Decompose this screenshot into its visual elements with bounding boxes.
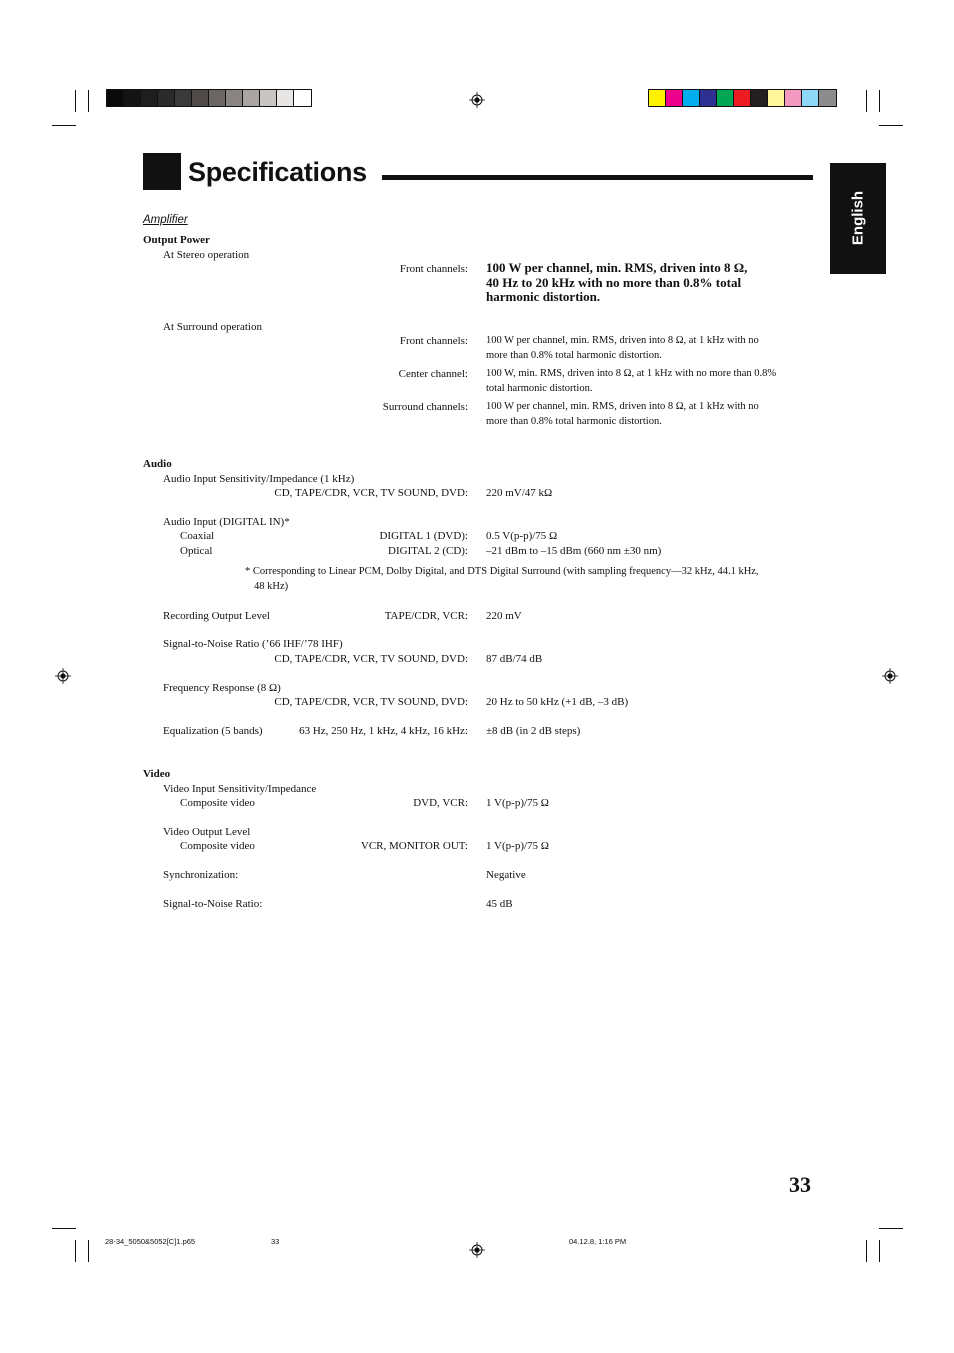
registration-mark-icon	[882, 668, 898, 684]
color-swatch	[717, 90, 734, 106]
spec-subtitle: Optical	[180, 545, 213, 557]
spec-label: TAPE/CDR, VCR:	[384, 610, 468, 622]
color-calibration-bar	[648, 89, 837, 107]
language-tab	[830, 163, 886, 274]
spec-subtitle: Composite video	[180, 840, 255, 852]
page-title: Specifications	[188, 157, 367, 187]
spec-title: Frequency Response (8 Ω)	[163, 682, 281, 694]
spec-value: 1 V(p-p)/75 Ω	[486, 840, 549, 852]
page-number: 33	[789, 1172, 811, 1197]
grayscale-calibration-bar	[106, 89, 312, 107]
gray-swatch	[294, 90, 311, 106]
spec-value: 100 W per channel, min. RMS, driven into 8 Ω, at 1 kHz with no more than 0.8% total harmonic distortion.	[486, 401, 759, 427]
spec-title: Audio Input Sensitivity/Impedance (1 kHz)	[163, 473, 355, 485]
spec-label: 63 Hz, 250 Hz, 1 kHz, 4 kHz, 16 kHz:	[299, 725, 468, 737]
registration-mark-icon	[469, 92, 485, 108]
spec-value: 220 mV	[486, 610, 522, 622]
spec-subtitle: Coaxial	[180, 530, 215, 542]
spec-value: 20 Hz to 50 kHz (+1 dB, –3 dB)	[486, 696, 629, 708]
color-swatch	[785, 90, 802, 106]
color-swatch	[768, 90, 785, 106]
language-tab-label: English	[849, 190, 867, 246]
color-swatch	[649, 90, 666, 106]
gray-swatch	[260, 90, 277, 106]
spec-title: Signal-to-Noise Ratio:	[163, 898, 263, 910]
color-swatch	[734, 90, 751, 106]
gray-swatch	[192, 90, 209, 106]
footer-page: 33	[271, 1237, 280, 1246]
color-swatch	[751, 90, 768, 106]
spec-subtitle: Composite video	[180, 797, 255, 809]
spec-value: 1 V(p-p)/75 Ω	[486, 797, 549, 809]
color-swatch	[666, 90, 683, 106]
spec-label: CD, TAPE/CDR, VCR, TV SOUND, DVD:	[274, 696, 468, 708]
spec-title: Equalization (5 bands)	[163, 725, 263, 737]
gray-swatch	[141, 90, 158, 106]
spec-label: VCR, MONITOR OUT:	[360, 840, 468, 852]
gray-swatch	[107, 90, 124, 106]
title-block	[143, 153, 181, 190]
gray-swatch	[158, 90, 175, 106]
spec-value: –21 dBm to –15 dBm (660 nm ±30 nm)	[486, 545, 662, 557]
spec-value: 220 mV/47 kΩ	[486, 487, 553, 499]
spec-value: Negative	[486, 869, 526, 881]
spec-title: Video Input Sensitivity/Impedance	[163, 783, 317, 795]
footer-date: 04.12.8, 1:16 PM	[569, 1237, 627, 1246]
spec-label: Front channels:	[399, 263, 468, 275]
spec-value: ±8 dB (in 2 dB steps)	[486, 725, 581, 737]
stereo-front-value: 100 W per channel, min. RMS, driven into 8 Ω, 40 Hz to 20 kHz with no more than 0.8% total harmonic distortion.	[486, 260, 748, 305]
footer-filename: 28-34_5050&5052[C]1.p65	[105, 1237, 196, 1246]
spec-label: DVD, VCR:	[413, 797, 468, 809]
gray-swatch	[226, 90, 243, 106]
spec-label: Center channel:	[398, 368, 468, 380]
spec-title: Recording Output Level	[163, 610, 270, 622]
gray-swatch	[124, 90, 141, 106]
section-heading-amplifier: Amplifier	[143, 214, 188, 226]
stereo-operation-label: At Stereo operation	[163, 249, 250, 261]
surround-operation-label: At Surround operation	[163, 321, 262, 333]
section-heading-video: Video	[143, 768, 171, 780]
output-power-heading: Output Power	[143, 234, 210, 246]
spec-label: CD, TAPE/CDR, VCR, TV SOUND, DVD:	[274, 653, 468, 665]
footnote: * Corresponding to Linear PCM, Dolby Digital, and DTS Digital Surround (with sampling frequency—32 kHz, 44.1 kHz, 48 kHz)	[245, 566, 759, 592]
spec-label: CD, TAPE/CDR, VCR, TV SOUND, DVD:	[274, 487, 468, 499]
spec-title: Synchronization:	[163, 869, 239, 881]
color-swatch	[819, 90, 836, 106]
spec-value: 100 W, min. RMS, driven into 8 Ω, at 1 kHz with no more than 0.8% total harmonic distortion.	[486, 368, 777, 394]
gray-swatch	[209, 90, 226, 106]
color-swatch	[683, 90, 700, 106]
spec-value: 0.5 V(p-p)/75 Ω	[486, 530, 558, 542]
spec-value: 100 W per channel, min. RMS, driven into 8 Ω, at 1 kHz with no more than 0.8% total harmonic distortion.	[486, 335, 759, 361]
spec-title: Audio Input (DIGITAL IN)*	[163, 516, 290, 528]
registration-mark-icon	[55, 668, 71, 684]
title-rule	[382, 175, 813, 180]
registration-mark-icon	[469, 1242, 485, 1258]
color-swatch	[802, 90, 819, 106]
gray-swatch	[175, 90, 192, 106]
gray-swatch	[243, 90, 260, 106]
section-heading-audio: Audio	[143, 458, 172, 470]
spec-title: Video Output Level	[163, 826, 251, 838]
spec-label: Front channels:	[399, 335, 468, 347]
spec-value: 45 dB	[486, 898, 513, 910]
spec-value: 87 dB/74 dB	[486, 653, 543, 665]
spec-title: Signal-to-Noise Ratio (’66 IHF/’78 IHF)	[163, 638, 343, 650]
spec-label: Surround channels:	[382, 401, 468, 413]
color-swatch	[700, 90, 717, 106]
spec-label: DIGITAL 2 (CD):	[388, 545, 468, 557]
spec-label: DIGITAL 1 (DVD):	[379, 530, 468, 542]
gray-swatch	[277, 90, 294, 106]
